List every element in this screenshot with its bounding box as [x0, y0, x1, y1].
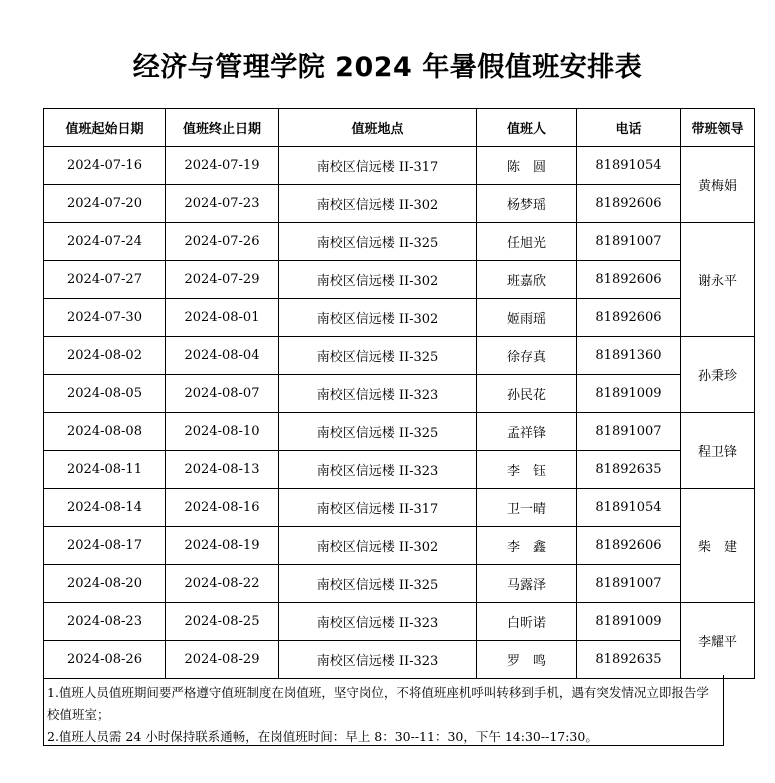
phone-cell: 81891007 [577, 413, 681, 451]
person-cell: 杨梦瑶 [477, 185, 577, 223]
location-cell: 南校区信远楼 II-323 [279, 603, 477, 641]
leader-cell: 谢永平 [681, 223, 755, 337]
end-date-cell: 2024-08-10 [166, 413, 279, 451]
duty-roster-table [43, 108, 755, 679]
location-cell: 南校区信远楼 II-302 [279, 527, 477, 565]
start-date-cell: 2024-08-02 [44, 337, 166, 375]
location-cell: 南校区信远楼 II-325 [279, 223, 477, 261]
start-date-cell: 2024-07-30 [44, 299, 166, 337]
header-end-date: 值班终止日期 [166, 109, 279, 147]
leader-cell: 李耀平 [681, 603, 755, 679]
start-date-cell: 2024-07-16 [44, 147, 166, 185]
location-cell: 南校区信远楼 II-325 [279, 565, 477, 603]
start-date-cell: 2024-08-11 [44, 451, 166, 489]
start-date-cell: 2024-08-20 [44, 565, 166, 603]
table-row [44, 299, 755, 337]
location-cell: 南校区信远楼 II-325 [279, 337, 477, 375]
table-row [44, 489, 755, 527]
person-cell: 姬雨瑶 [477, 299, 577, 337]
person-cell: 卫一晴 [477, 489, 577, 527]
header-person: 值班人 [477, 109, 577, 147]
table-row [44, 603, 755, 641]
leader-cell: 柴 建 [681, 489, 755, 603]
table-row [44, 565, 755, 603]
person-cell: 任旭光 [477, 223, 577, 261]
phone-cell: 81891360 [577, 337, 681, 375]
person-cell: 白昕诺 [477, 603, 577, 641]
leader-cell: 孙秉珍 [681, 337, 755, 413]
phone-cell: 81891009 [577, 375, 681, 413]
phone-cell: 81891009 [577, 603, 681, 641]
table-row [44, 451, 755, 489]
start-date-cell: 2024-08-14 [44, 489, 166, 527]
person-cell: 徐存真 [477, 337, 577, 375]
phone-cell: 81892606 [577, 299, 681, 337]
phone-cell: 81891054 [577, 489, 681, 527]
start-date-cell: 2024-08-23 [44, 603, 166, 641]
person-cell: 班嘉欣 [477, 261, 577, 299]
note-item: 1.值班人员值班期间要严格遵守值班制度在岗值班，坚守岗位，不将值班座机呼叫转移到手机，遇有突发情况立即报告学校值班室； [47, 685, 709, 722]
end-date-cell: 2024-08-13 [166, 451, 279, 489]
location-cell: 南校区信远楼 II-302 [279, 299, 477, 337]
start-date-cell: 2024-08-17 [44, 527, 166, 565]
end-date-cell: 2024-07-23 [166, 185, 279, 223]
table-row [44, 375, 755, 413]
header-start-date: 值班起始日期 [44, 109, 166, 147]
person-cell: 李 鑫 [477, 527, 577, 565]
table-row [44, 413, 755, 451]
person-cell: 孙民花 [477, 375, 577, 413]
table-row [44, 223, 755, 261]
person-cell: 孟祥锋 [477, 413, 577, 451]
table-row [44, 261, 755, 299]
phone-cell: 81892606 [577, 527, 681, 565]
location-cell: 南校区信远楼 II-323 [279, 451, 477, 489]
location-cell: 南校区信远楼 II-302 [279, 185, 477, 223]
location-cell: 南校区信远楼 II-302 [279, 261, 477, 299]
person-cell: 马露泽 [477, 565, 577, 603]
table-row [44, 641, 755, 679]
start-date-cell: 2024-07-27 [44, 261, 166, 299]
location-cell: 南校区信远楼 II-317 [279, 489, 477, 527]
header-location: 值班地点 [279, 109, 477, 147]
end-date-cell: 2024-07-19 [166, 147, 279, 185]
location-cell: 南校区信远楼 II-323 [279, 641, 477, 679]
end-date-cell: 2024-08-22 [166, 565, 279, 603]
table-row [44, 147, 755, 185]
start-date-cell: 2024-08-26 [44, 641, 166, 679]
start-date-cell: 2024-08-05 [44, 375, 166, 413]
phone-cell: 81891007 [577, 565, 681, 603]
end-date-cell: 2024-07-26 [166, 223, 279, 261]
end-date-cell: 2024-08-16 [166, 489, 279, 527]
phone-cell: 81891007 [577, 223, 681, 261]
leader-cell: 黄梅娟 [681, 147, 755, 223]
person-cell: 罗 鸣 [477, 641, 577, 679]
end-date-cell: 2024-08-29 [166, 641, 279, 679]
phone-cell: 81891054 [577, 147, 681, 185]
phone-cell: 81892606 [577, 185, 681, 223]
table-header-row [44, 109, 755, 147]
end-date-cell: 2024-08-01 [166, 299, 279, 337]
phone-cell: 81892635 [577, 451, 681, 489]
header-leader: 带班领导 [681, 109, 755, 147]
start-date-cell: 2024-07-24 [44, 223, 166, 261]
table-row [44, 527, 755, 565]
location-cell: 南校区信远楼 II-323 [279, 375, 477, 413]
person-cell: 陈 圆 [477, 147, 577, 185]
leader-cell: 程卫锋 [681, 413, 755, 489]
start-date-cell: 2024-07-20 [44, 185, 166, 223]
location-cell: 南校区信远楼 II-317 [279, 147, 477, 185]
start-date-cell: 2024-08-08 [44, 413, 166, 451]
table-row [44, 337, 755, 375]
end-date-cell: 2024-08-04 [166, 337, 279, 375]
phone-cell: 81892606 [577, 261, 681, 299]
end-date-cell: 2024-08-07 [166, 375, 279, 413]
phone-cell: 81892635 [577, 641, 681, 679]
notes-box [43, 675, 724, 746]
end-date-cell: 2024-07-29 [166, 261, 279, 299]
page-title: 经济与管理学院 2024 年暑假值班安排表 [132, 52, 643, 83]
note-item: 2.值班人员需 24 小时保持联系通畅，在岗值班时间：早上 8：30--11：30，下午 14:30--17:30。 [47, 729, 598, 744]
person-cell: 李 钰 [477, 451, 577, 489]
end-date-cell: 2024-08-25 [166, 603, 279, 641]
end-date-cell: 2024-08-19 [166, 527, 279, 565]
table-row [44, 185, 755, 223]
header-phone: 电话 [577, 109, 681, 147]
location-cell: 南校区信远楼 II-325 [279, 413, 477, 451]
